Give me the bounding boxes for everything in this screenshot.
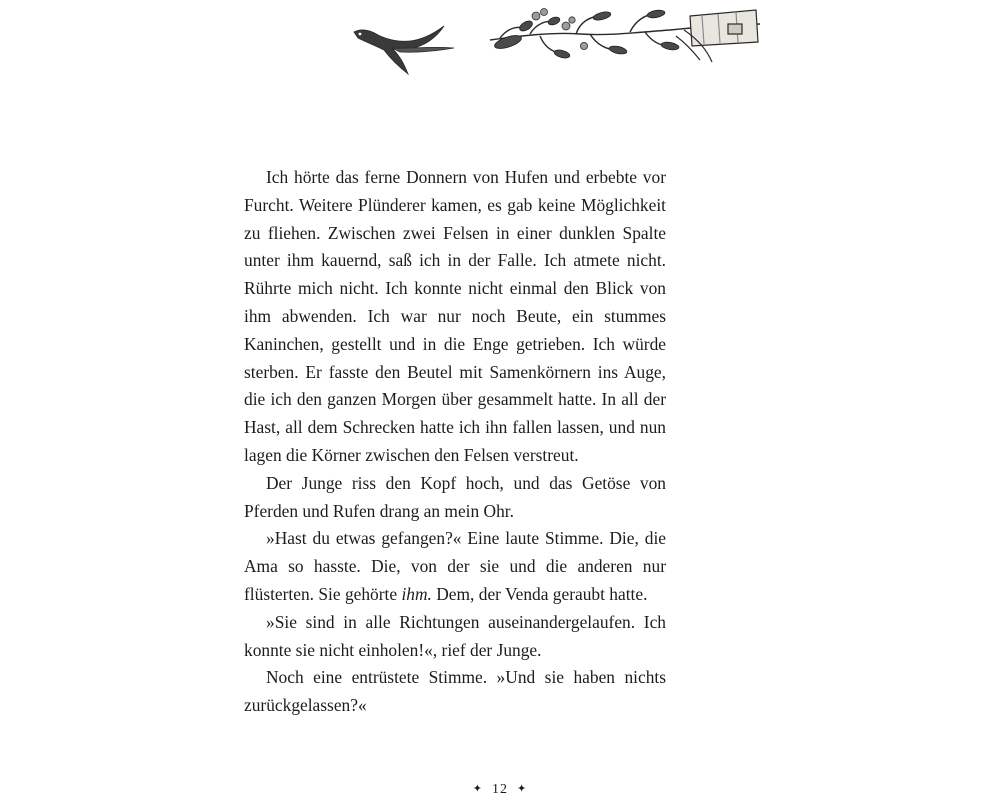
paragraph-text: Dem, der Venda geraubt hatte. (436, 583, 648, 604)
header-ornament (340, 2, 760, 82)
paragraph: Der Junge riss den Kopf hoch, und das Getöse von Pferden und Rufen drang an mein Ohr. (244, 472, 666, 521)
scroll-tube-icon (676, 10, 758, 62)
paragraph: Noch eine entrüstete Stimme. »Und sie haben nichts zurückgelassen?« (244, 667, 666, 716)
paragraph-text: »Hast du etwas gefangen?« Eine laute Stimme. Die, die Ama so hasste. Die, von der sie und die anderen nur flüsterten. Sie gehörte (244, 528, 666, 604)
swallow-icon (354, 26, 454, 74)
paragraph: »Sie sind in alle Richtungen auseinandergelaufen. Ich konnte sie nicht einholen!«, rief der Junge. (244, 611, 666, 660)
page-number: 12 (492, 782, 508, 797)
paragraph (244, 525, 666, 608)
star-ornament-left: ✦ (472, 783, 483, 795)
emphasis: ihm. (401, 583, 432, 604)
body-text (244, 164, 666, 720)
paragraph: Ich hörte das ferne Donnern von Hufen und erbebte vor Furcht. Weitere Plünderer kamen, es gab keine Möglichkeit zu fliehen. Zwischen zwei Felsen in einer dunklen Spalte unter ihm kauernd, saß ich in der Falle. Ich atmete nicht. Rührte mich nicht. Ich konnte nicht einmal den Blick von ihm abwenden. Ich war nur noch Beute, ein stummes Kaninchen, gestellt und in die Enge getrieben. Ich würde sterben. Er fasste den Beutel mit Samenkörnern ins Auge, die ich den ganzen Morgen über gesammelt hatte. In all der Hast, all dem Schrecken hatte ich ihn fallen lassen, und nun lagen die Körner zwischen den Felsen verstreut. (244, 167, 666, 465)
star-ornament-right: ✦ (517, 783, 528, 795)
page-footer (0, 782, 1000, 798)
